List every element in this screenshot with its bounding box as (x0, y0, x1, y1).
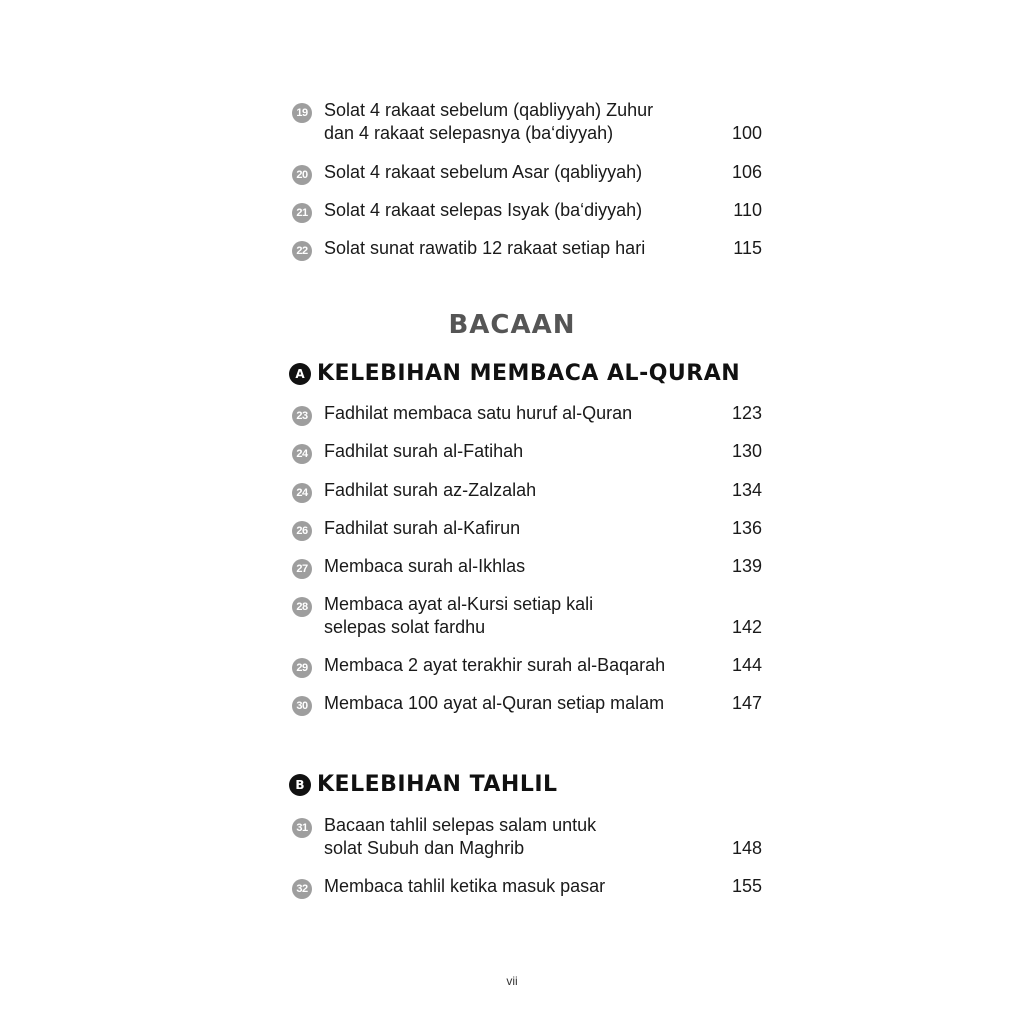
subsection-heading (289, 359, 789, 391)
entry-number: 22 (292, 241, 312, 261)
entry-title (324, 237, 714, 260)
entry-number: 32 (292, 879, 312, 899)
toc-entry (292, 814, 762, 860)
entry-title-line: Bacaan tahlil selepas salam untuk (324, 815, 597, 835)
entry-number: 30 (292, 696, 312, 716)
entry-page: 139 (731, 556, 762, 576)
entry-title-line: Solat 4 rakaat sebelum (qabliyyah) Zuhur (324, 100, 654, 120)
entry-page: 110 (733, 200, 762, 220)
entry-page: 142 (731, 617, 762, 637)
entry-title-line: Membaca tahlil ketika masuk pasar (324, 876, 606, 896)
toc-entry (292, 440, 762, 463)
section-title: BACAAN (448, 310, 576, 340)
entry-number: 20 (292, 165, 312, 185)
entry-page: 106 (731, 162, 762, 182)
entry-title-line: Solat 4 rakaat sebelum Asar (qabliyyah) (324, 162, 643, 182)
toc-entry (292, 237, 762, 260)
entry-title-line: Fadhilat surah al-Fatihah (324, 441, 524, 461)
entry-title (324, 161, 714, 184)
entry-title (324, 199, 714, 222)
entry-number: 21 (292, 203, 312, 223)
toc-entry (292, 402, 762, 425)
entry-number: 31 (292, 818, 312, 838)
toc-entry (292, 654, 762, 677)
entry-title (324, 517, 714, 540)
entry-title (324, 479, 714, 502)
entry-title (324, 654, 714, 677)
entry-title (324, 593, 714, 639)
toc-entry (292, 479, 762, 502)
entry-title (324, 814, 714, 860)
entry-page: 144 (731, 655, 762, 675)
entry-page: 148 (731, 838, 762, 858)
toc-entry (292, 517, 762, 540)
entry-number: 19 (292, 103, 312, 123)
entry-page: 115 (733, 238, 762, 258)
toc-entry (292, 692, 762, 715)
subsection-heading (289, 770, 789, 802)
toc-entry (292, 99, 762, 145)
subsection-badge: B (289, 774, 311, 796)
subsection-badge: A (289, 363, 311, 385)
entry-title-line: Membaca 2 ayat terakhir surah al-Baqarah (324, 655, 666, 675)
entry-title-line: Membaca surah al-Ikhlas (324, 556, 526, 576)
page-number: vii (506, 974, 518, 988)
entry-title-line: solat Subuh dan Maghrib (324, 838, 525, 858)
entry-title (324, 99, 714, 145)
entry-title (324, 692, 714, 715)
entry-number: 24 (292, 444, 312, 464)
entry-number: 24 (292, 483, 312, 503)
entry-number: 27 (292, 559, 312, 579)
toc-entry (292, 161, 762, 184)
entry-title (324, 875, 714, 898)
entry-title (324, 440, 714, 463)
entry-number: 26 (292, 521, 312, 541)
entry-page: 100 (731, 123, 762, 143)
entry-number: 23 (292, 406, 312, 426)
entry-number: 29 (292, 658, 312, 678)
toc-entry (292, 593, 762, 639)
entry-title-line: Fadhilat surah az-Zalzalah (324, 480, 537, 500)
entry-page: 123 (731, 403, 762, 423)
entry-title-line: dan 4 rakaat selepasnya (ba‘diyyah) (324, 123, 614, 143)
toc-entry (292, 199, 762, 222)
entry-page: 130 (731, 441, 762, 461)
entry-title-line: Solat sunat rawatib 12 rakaat setiap hari (324, 238, 646, 258)
subsection-title: KELEBIHAN TAHLIL (317, 772, 558, 797)
entry-page: 155 (731, 876, 762, 896)
entry-title (324, 402, 714, 425)
toc-entry (292, 875, 762, 898)
entry-number: 28 (292, 597, 312, 617)
entry-title-line: Solat 4 rakaat selepas Isyak (ba‘diyyah) (324, 200, 643, 220)
entry-title-line: Fadhilat membaca satu huruf al-Quran (324, 403, 633, 423)
entry-title-line: Fadhilat surah al-Kafirun (324, 518, 521, 538)
entry-title-line: selepas solat fardhu (324, 617, 486, 637)
entry-title (324, 555, 714, 578)
entry-page: 147 (731, 693, 762, 713)
toc-entry (292, 555, 762, 578)
entry-page: 134 (731, 480, 762, 500)
subsection-title: KELEBIHAN MEMBACA AL-QURAN (317, 361, 741, 386)
entry-title-line: Membaca 100 ayat al-Quran setiap malam (324, 693, 665, 713)
entry-title-line: Membaca ayat al-Kursi setiap kali (324, 594, 594, 614)
entry-page: 136 (731, 518, 762, 538)
